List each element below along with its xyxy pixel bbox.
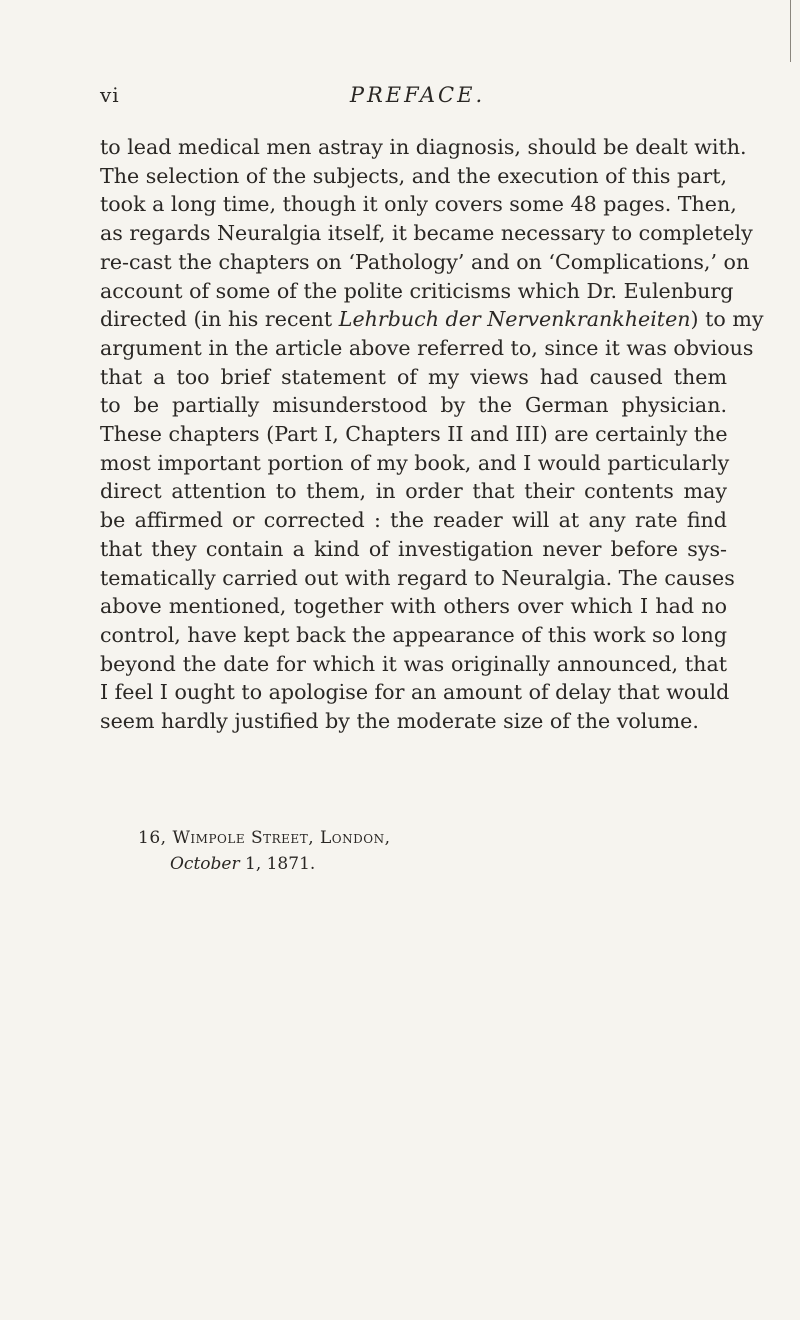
text-line: to lead medical men astray in diagnosis, should be dealt with.	[100, 135, 747, 159]
cited-work-title: Lehrbuch der Nervenkrankheiten	[338, 307, 691, 332]
text-line: took a long time, though it only covers some 48 pages. Then,	[100, 192, 737, 217]
signoff-date	[138, 851, 391, 877]
text-line: most important portion of my book, and I would particularly	[100, 450, 730, 475]
text-line: be affirmed or corrected : the reader will at any rate find	[100, 508, 727, 533]
text-line: that they contain a kind of investigation never before sys-	[100, 536, 727, 561]
text-line: as regards Neuralgia itself, it became necessary to completely	[100, 221, 753, 246]
text-line: re-cast the chapters on ‘Pathology’ and on ‘Complications,’ on	[100, 249, 750, 274]
text-line: to be partially misunderstood by the German physician.	[100, 393, 727, 418]
text-line: These chapters (Part I, Chapters II and III) are certainly the	[100, 422, 728, 447]
text-line: tematically carried out with regard to Neuralgia. The causes	[100, 565, 735, 590]
text-line: beyond the date for which it was originally announced, that	[100, 651, 727, 676]
text-line: control, have kept back the appearance of this work so long	[100, 622, 727, 647]
text-line: above mentioned, together with others over which I had no	[100, 594, 727, 619]
text-fragment: directed (in his recent	[100, 307, 339, 332]
signoff-month: October	[170, 854, 240, 874]
running-title: PREFACE.	[349, 83, 486, 107]
page-number: vi	[100, 83, 120, 107]
text-line: direct attention to them, in order that their contents may	[100, 479, 727, 504]
signoff-address: 16, Wimpole Street, London,	[138, 828, 391, 848]
text-line: seem hardly justified by the moderate size of the volume.	[100, 709, 699, 734]
page-header	[100, 80, 720, 110]
text-line	[100, 305, 764, 334]
text-line: I feel I ought to apologise for an amount of delay that would	[100, 680, 730, 705]
text-line: The selection of the subjects, and the execution of this part,	[100, 163, 728, 188]
text-line: that a too brief statement of my views had caused them	[100, 364, 727, 389]
text-line: account of some of the polite criticisms which Dr. Eulenburg	[100, 278, 734, 303]
signoff-block	[138, 825, 391, 877]
text-fragment: ) to my	[690, 307, 764, 332]
signoff-day-year: 1, 1871.	[239, 854, 316, 874]
text-line: argument in the article above referred to, since it was obvious	[100, 335, 754, 360]
margin-mark	[790, 0, 791, 62]
preface-paragraph	[100, 133, 764, 736]
